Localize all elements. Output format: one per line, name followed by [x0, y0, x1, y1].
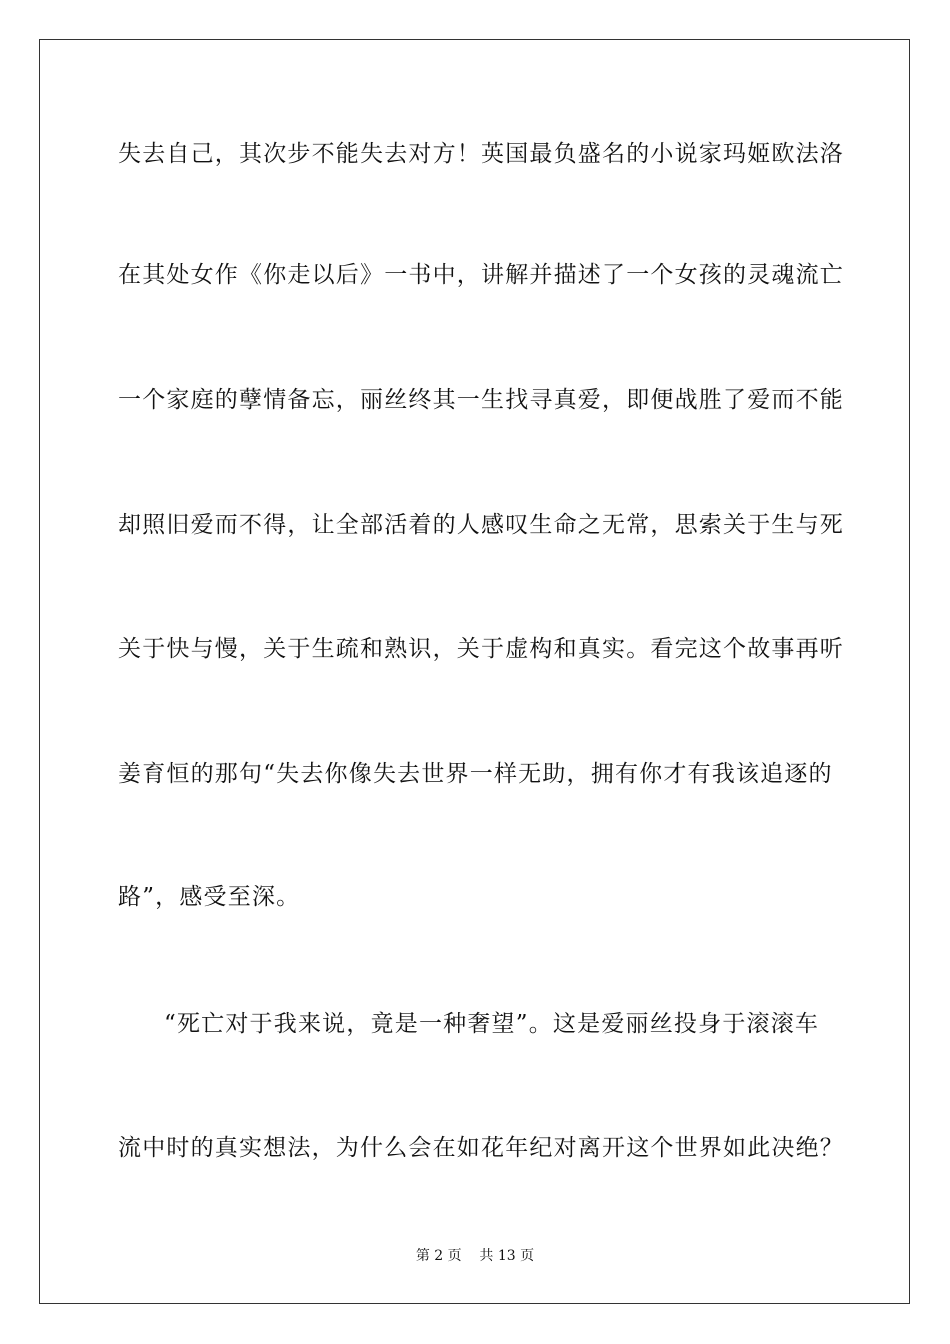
- body-text-line-3: 一个家庭的孽情备忘，丽丝终其一生找寻真爱，即便战胜了爱而不能: [118, 387, 844, 413]
- page-frame: [39, 39, 910, 1304]
- body-text-line-4: 却照旧爱而不得，让全部活着的人感叹生命之无常，思索关于生与死: [118, 512, 844, 538]
- body-text-line-9: 流中时的真实想法，为什么会在如花年纪对离开这个世界如此决绝？: [118, 1135, 844, 1161]
- body-text-line-2: 在其处女作《你走以后》一书中，讲解并描述了一个女孩的灵魂流亡: [118, 262, 844, 288]
- body-text-line-6: 姜育恒的那句“失去你像失去世界一样无助，拥有你才有我该追逐的: [118, 761, 833, 787]
- page-number-footer: 第 2 页 共 13 页: [415, 1248, 535, 1264]
- body-text-line-1: 失去自己，其次步不能失去对方！英国最负盛名的小说家玛姬欧法洛: [118, 141, 844, 167]
- body-text-line-8: “死亡对于我来说，竟是一种奢望”。这是爱丽丝投身于滚滚车: [164, 1011, 820, 1037]
- body-text-line-5: 关于快与慢，关于生疏和熟识，关于虚构和真实。看完这个故事再听: [118, 636, 844, 662]
- body-text-line-7: 路”，感受至深。: [118, 884, 301, 910]
